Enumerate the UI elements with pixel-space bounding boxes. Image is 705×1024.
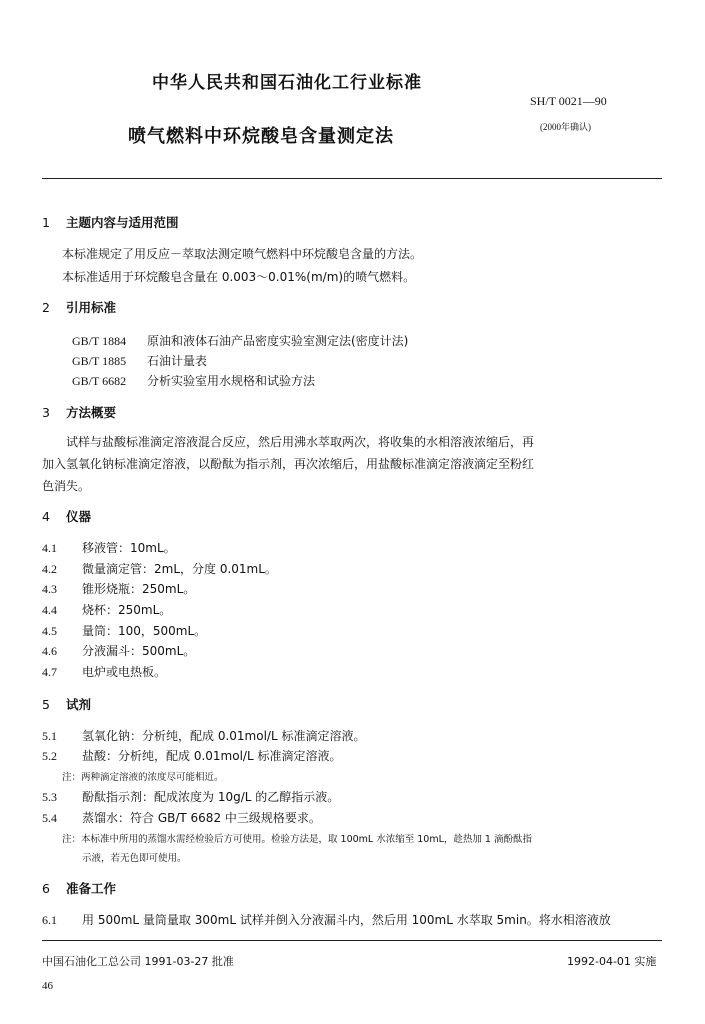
section-number: 3 — [42, 405, 50, 420]
item-text: 移液管：10mL。 — [82, 541, 176, 555]
paragraph-line: 色消失。 — [42, 479, 91, 493]
document-title: 喷气燃料中环烷酸皂含量测定法 — [128, 126, 394, 147]
section-title: 试剂 — [66, 697, 92, 712]
item-number: 4.2 — [42, 562, 57, 576]
reference-item — [72, 352, 207, 369]
item-text: 锥形烧瓶：250mL。 — [82, 582, 196, 596]
item-text: 烧杯：250mL。 — [82, 603, 172, 617]
reference-text: 分析实验室用水规格和试验方法 — [147, 374, 316, 388]
paragraph: 本标准适用于环烷酸皂含量在 0.003～0.01%(m/m)的喷气燃料。 — [62, 270, 416, 284]
item-text: 电炉或电热板。 — [82, 665, 167, 679]
item-text: 分液漏斗：500mL。 — [82, 644, 196, 658]
list-item — [42, 560, 277, 577]
section-title: 方法概要 — [66, 405, 117, 420]
list-item — [42, 911, 611, 928]
list-item — [42, 622, 206, 639]
item-number: 5.3 — [42, 790, 57, 804]
reference-code: GB/T 1884 — [72, 334, 127, 348]
header-rule — [42, 178, 662, 179]
section-number: 4 — [42, 509, 50, 524]
reference-text: 石油计量表 — [147, 354, 208, 368]
reference-item — [72, 332, 408, 349]
approval-date: 中国石油化工总公司 1991-03-27 批准 — [42, 955, 234, 968]
item-number: 4.4 — [42, 603, 57, 617]
item-number: 6.1 — [42, 913, 57, 927]
item-text: 酚酞指示剂：配成浓度为 10g/L 的乙醇指示液。 — [82, 790, 340, 804]
section-5-heading — [42, 695, 91, 713]
reference-text: 原油和液体石油产品密度实验室测定法(密度计法) — [147, 334, 409, 348]
section-title: 仪器 — [66, 509, 92, 524]
section-title: 主题内容与适用范围 — [66, 215, 179, 230]
section-3-heading — [42, 403, 116, 421]
item-number: 5.4 — [42, 811, 57, 825]
implementation-date: 1992-04-01 实施 — [567, 955, 657, 968]
reference-code: GB/T 6682 — [72, 374, 127, 388]
list-item — [42, 642, 195, 659]
item-text: 盐酸：分析纯，配成 0.01mol/L 标准滴定溶液。 — [82, 749, 342, 763]
footer-rule — [42, 940, 662, 941]
standard-code: SH/T 0021—90 — [530, 94, 607, 108]
list-item — [42, 809, 321, 826]
item-text: 量筒：100，500mL。 — [82, 624, 207, 638]
section-4-heading — [42, 507, 91, 525]
list-item — [42, 539, 176, 556]
item-text: 微量滴定管：2mL，分度 0.01mL。 — [82, 562, 277, 576]
item-number: 5.1 — [42, 729, 57, 743]
section-number: 6 — [42, 881, 50, 896]
section-number: 1 — [42, 215, 50, 230]
note-continued: 示液，若无色即可使用。 — [82, 853, 187, 864]
paragraph: 本标准规定了用反应－萃取法测定喷气燃料中环烷酸皂含量的方法。 — [62, 247, 423, 261]
confirmation-note: (2000年确认) — [540, 122, 591, 132]
paragraph-line: 试样与盐酸标准滴定溶液混合反应，然后用沸水萃取两次，将收集的水相溶液浓缩后，再 — [42, 435, 535, 449]
section-title: 准备工作 — [66, 881, 117, 896]
item-number: 4.7 — [42, 665, 57, 679]
item-text: 用 500mL 量筒量取 300mL 试样并倒入分液漏斗内，然后用 100mL 水萃取 5min。将水相溶液放 — [82, 913, 611, 927]
item-number: 4.6 — [42, 644, 57, 658]
reference-item — [72, 372, 315, 389]
paragraph-line: 加入氢氧化钠标准滴定溶液，以酚酞为指示剂，再次浓缩后，用盐酸标准滴定溶液滴定至粉红 — [42, 457, 535, 471]
standard-category-title: 中华人民共和国石油化工行业标准 — [152, 73, 422, 93]
reference-code: GB/T 1885 — [72, 354, 127, 368]
item-number: 4.3 — [42, 582, 57, 596]
item-number: 5.2 — [42, 749, 57, 763]
section-number: 5 — [42, 697, 50, 712]
section-6-heading — [42, 879, 116, 897]
section-2-heading — [42, 298, 116, 316]
list-item — [42, 788, 339, 805]
list-item — [42, 663, 166, 680]
note: 注：本标准中所用的蒸馏水需经检验后方可使用。检验方法是，取 100mL 水浓缩至 10mL，趁热加 1 滴酚酞指 — [62, 834, 532, 845]
section-1-heading — [42, 213, 179, 231]
item-text: 蒸馏水：符合 GB/T 6682 中三级规格要求。 — [82, 811, 321, 825]
list-item — [42, 580, 195, 597]
item-number: 4.1 — [42, 541, 57, 555]
section-title: 引用标准 — [66, 300, 117, 315]
note: 注：两种滴定溶液的浓度尽可能相近。 — [62, 772, 224, 783]
list-item — [42, 747, 341, 764]
section-number: 2 — [42, 300, 50, 315]
page-number: 46 — [42, 980, 53, 992]
item-number: 4.5 — [42, 624, 57, 638]
item-text: 氢氧化钠：分析纯，配成 0.01mol/L 标准滴定溶液。 — [82, 729, 366, 743]
list-item — [42, 601, 171, 618]
list-item — [42, 727, 365, 744]
